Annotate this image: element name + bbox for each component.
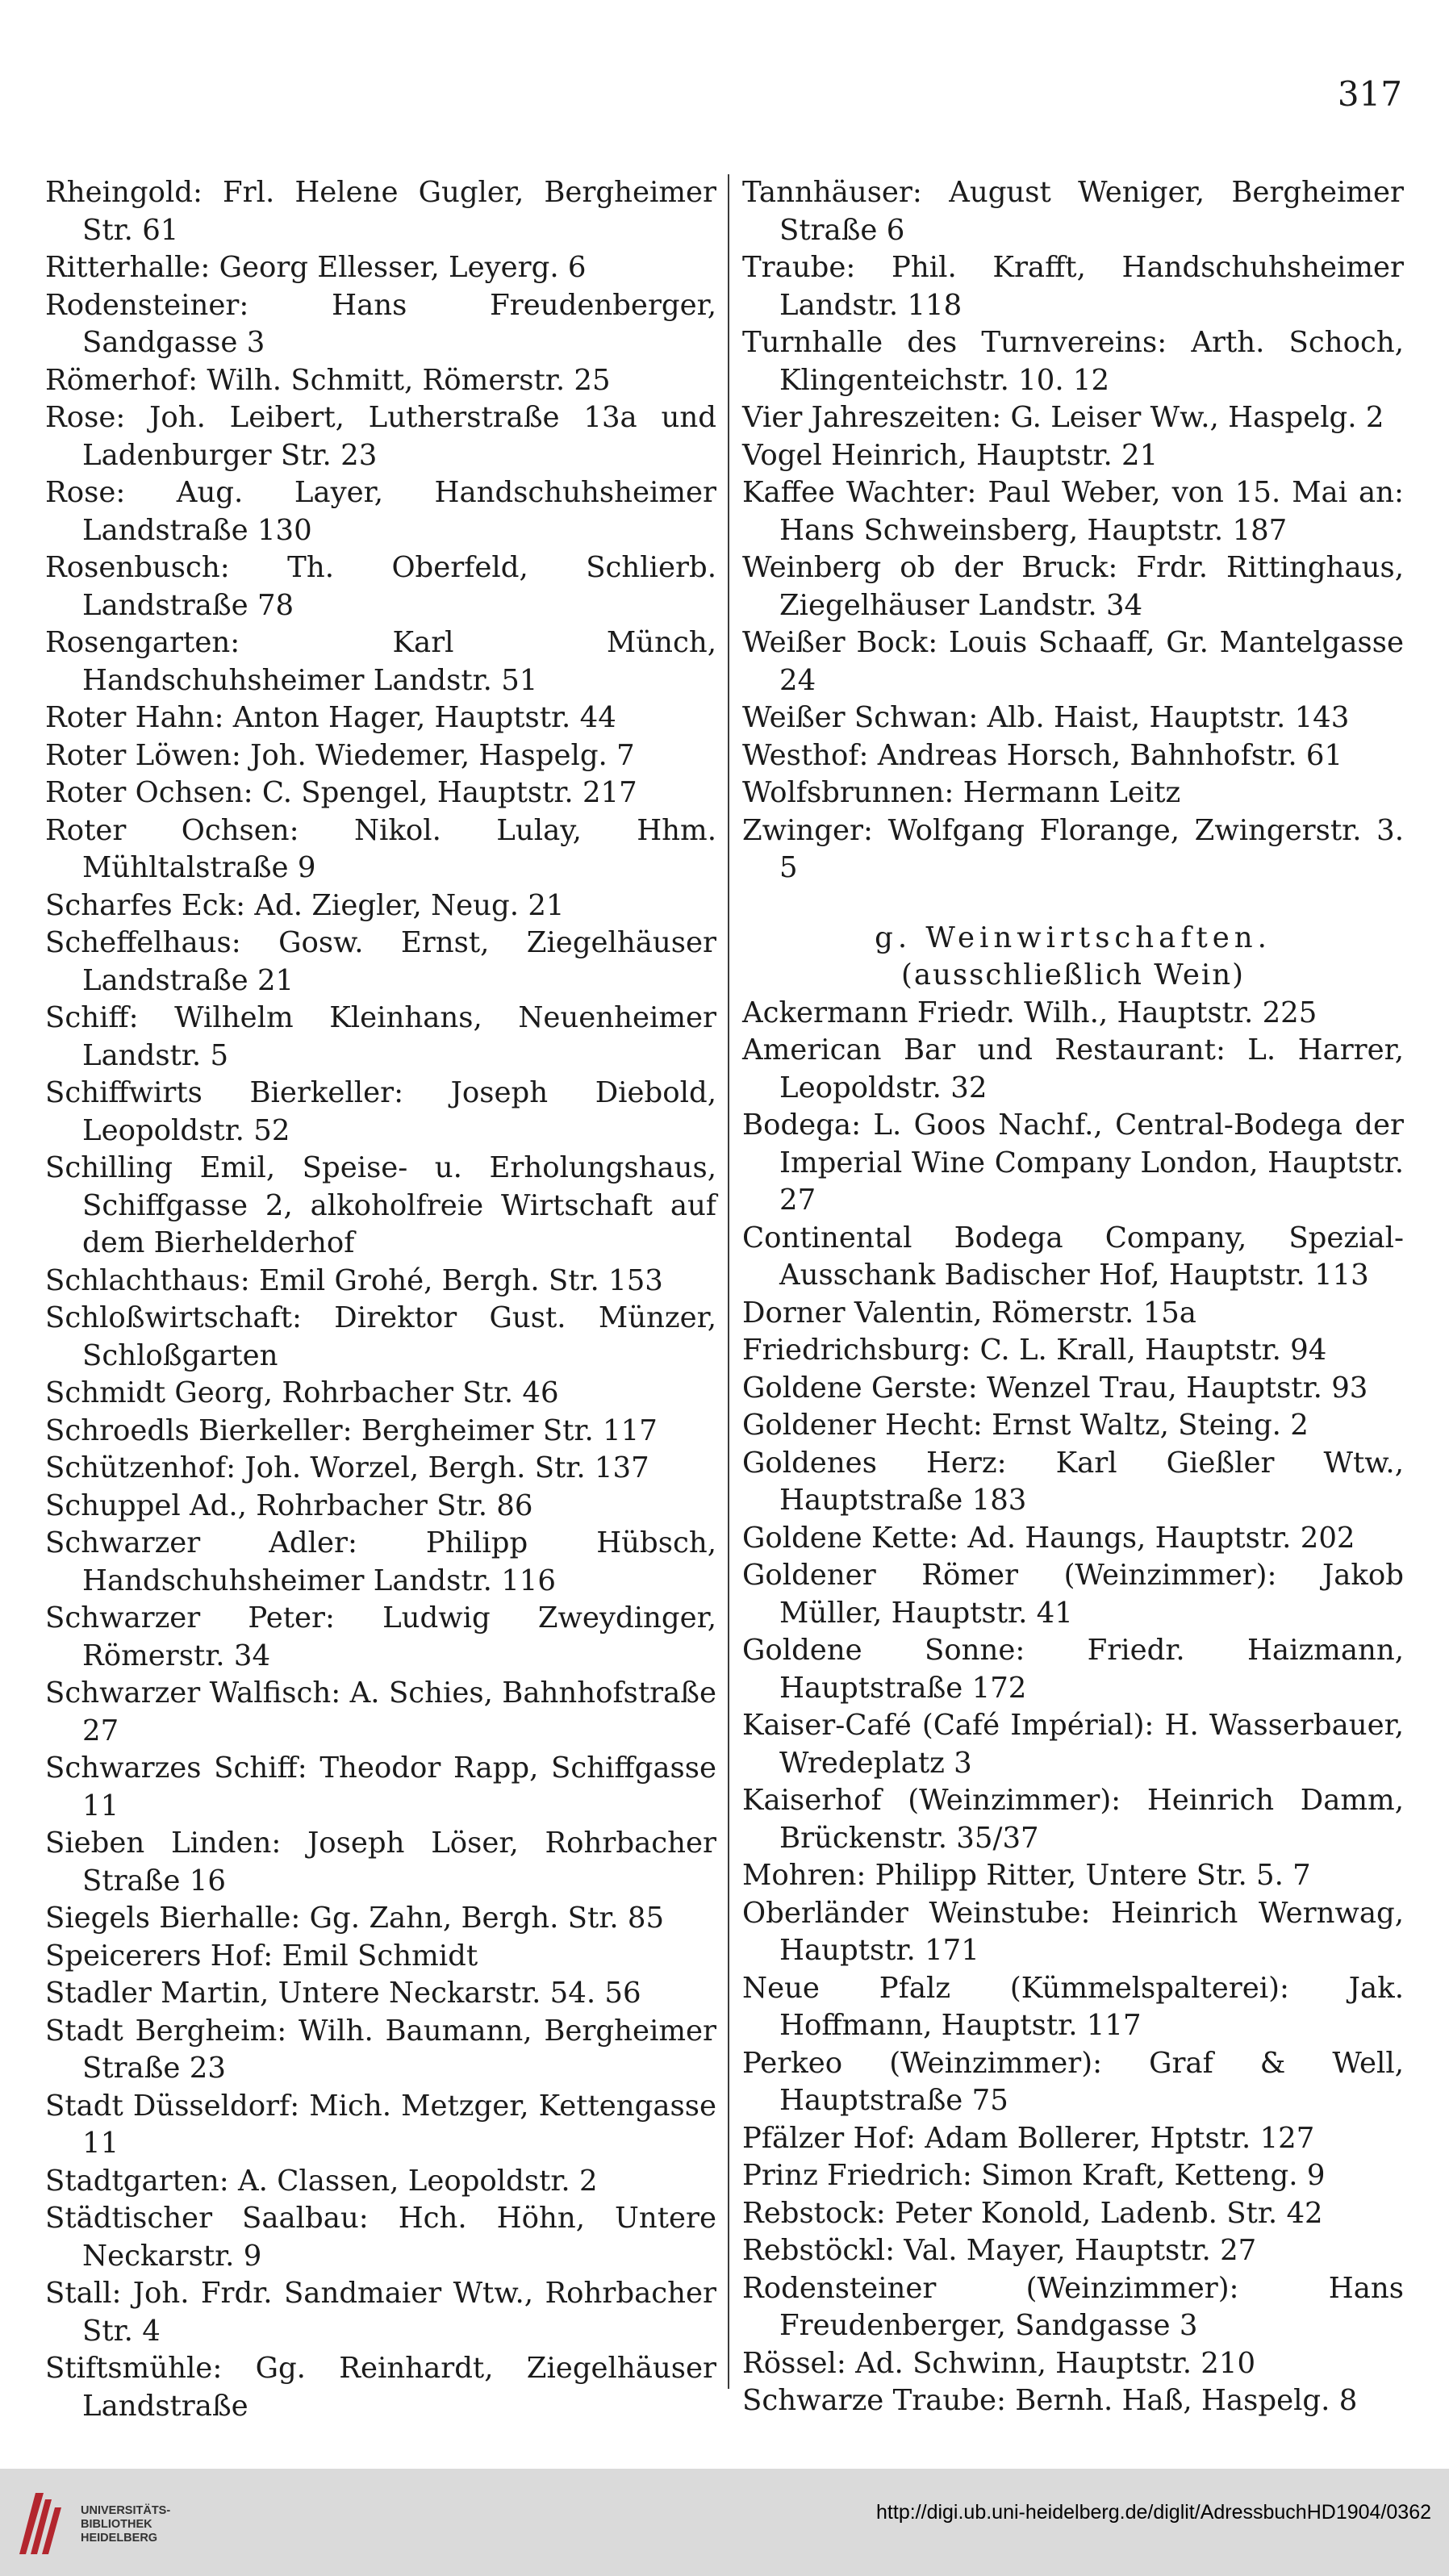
directory-entry: Rose: Aug. Layer, Handschuhsheimer Landstraße 130: [45, 476, 716, 547]
directory-entry: Turnhalle des Turnvereins: Arth. Schoch, Klingenteichstr. 10. 12: [742, 326, 1404, 397]
directory-entry: Städtischer Saalbau: Hch. Höhn, Untere Neckarstr. 9: [45, 2202, 716, 2273]
column-divider: [728, 174, 729, 2389]
directory-entry: Prinz Friedrich: Simon Kraft, Ketteng. 9: [742, 2159, 1326, 2192]
directory-entry: Rodensteiner (Weinzimmer): Hans Freudenberger, Sandgasse 3: [742, 2271, 1404, 2342]
directory-entry: Perkeo (Weinzimmer): Graf & Well, Hauptstraße 75: [742, 2046, 1404, 2117]
directory-entry: Friedrichsburg: C. L. Krall, Hauptstr. 94: [742, 1334, 1327, 1367]
directory-entry: Pfälzer Hof: Adam Bollerer, Hptstr. 127: [742, 2121, 1315, 2155]
directory-entry: Stiftsmühle: Gg. Reinhardt, Ziegelhäuser Landstraße: [45, 2352, 716, 2423]
directory-entry: Schilling Emil, Speise- u. Erholungshaus, Schiffgasse 2, alkoholfreie Wirtschaft auf dem Bierhelderhof: [45, 1151, 716, 1259]
directory-entry: Ritterhalle: Georg Ellesser, Leyerg. 6: [45, 251, 587, 284]
library-name-line2: BIBLIOTHEK: [81, 2518, 152, 2531]
directory-entry: Rebstöckl: Val. Mayer, Hauptstr. 27: [742, 2234, 1257, 2267]
directory-entry: Scheffelhaus: Gosw. Ernst, Ziegelhäuser Landstraße 21: [45, 926, 716, 997]
directory-entry: Kaiser-Café (Café Impérial): H. Wasserbauer, Wredeplatz 3: [742, 1709, 1404, 1780]
directory-entry: Rheingold: Frl. Helene Gugler, Bergheimer Str. 61: [45, 176, 716, 247]
directory-entry: Goldene Kette: Ad. Haungs, Hauptstr. 202: [742, 1521, 1355, 1555]
directory-entry: Rebstock: Peter Konold, Ladenb. Str. 42: [742, 2196, 1323, 2230]
directory-entry: Schwarzer Adler: Philipp Hübsch, Handschuhsheimer Landstr. 116: [45, 1526, 716, 1597]
right-column-entries-top: [742, 174, 1404, 887]
right-column: [742, 174, 1404, 2420]
directory-entry: Rössel: Ad. Schwinn, Hauptstr. 210: [742, 2346, 1256, 2380]
directory-entry: Schwarze Traube: Bernh. Haß, Haspelg. 8: [742, 2384, 1358, 2417]
section-heading: g. Weinwirtschaften.: [875, 921, 1272, 954]
directory-entry: Weißer Bock: Louis Schaaff, Gr. Mantelgasse 24: [742, 626, 1404, 697]
directory-entry: Roter Ochsen: Nikol. Lulay, Hhm. Mühltalstraße 9: [45, 813, 716, 884]
library-name: [81, 2504, 170, 2545]
directory-entry: Bodega: L. Goos Nachf., Central-Bodega der Imperial Wine Company London, Hauptstr. 27: [742, 1108, 1404, 1217]
directory-entry: Goldener Hecht: Ernst Waltz, Steing. 2: [742, 1409, 1309, 1442]
directory-entry: Stadt Düsseldorf: Mich. Metzger, Kettengasse 11: [45, 2089, 716, 2160]
directory-entry: Kaffee Wachter: Paul Weber, von 15. Mai an: Hans Schweinsberg, Hauptstr. 187: [742, 476, 1404, 547]
directory-entry: Stall: Joh. Frdr. Sandmaier Wtw., Rohrbacher Str. 4: [45, 2277, 716, 2348]
directory-entry: Traube: Phil. Krafft, Handschuhsheimer Landstr. 118: [742, 251, 1404, 322]
directory-entry: Roter Hahn: Anton Hager, Hauptstr. 44: [45, 701, 616, 734]
directory-entry: Speicerers Hof: Emil Schmidt: [45, 1939, 478, 1973]
left-column: [45, 174, 716, 2425]
directory-entry: Sieben Linden: Joseph Löser, Rohrbacher Straße 16: [45, 1827, 716, 1898]
directory-entry: Römerhof: Wilh. Schmitt, Römerstr. 25: [45, 363, 611, 397]
directory-entry: Siegels Bierhalle: Gg. Zahn, Bergh. Str. 85: [45, 1902, 665, 1935]
library-seal-icon: [15, 2486, 66, 2557]
directory-entry: Vier Jahreszeiten: G. Leiser Ww., Haspelg. 2: [742, 401, 1384, 434]
directory-entry: Goldener Römer (Weinzimmer): Jakob Müller, Hauptstr. 41: [742, 1559, 1404, 1630]
library-name-line3: HEIDELBERG: [81, 2532, 158, 2545]
directory-entry: Schuppel Ad., Rohrbacher Str. 86: [45, 1488, 533, 1522]
directory-entry: Schiffwirts Bierkeller: Joseph Diebold, Leopoldstr. 52: [45, 1076, 716, 1147]
directory-entry: Schlachthaus: Emil Grohé, Bergh. Str. 153: [45, 1263, 663, 1297]
directory-entry: Schroedls Bierkeller: Bergheimer Str. 117: [45, 1413, 658, 1447]
directory-entry: Kaiserhof (Weinzimmer): Heinrich Damm, Brückenstr. 35/37: [742, 1784, 1404, 1855]
directory-entry: Dorner Valentin, Römerstr. 15a: [742, 1296, 1196, 1330]
directory-entry: Schwarzer Walfisch: A. Schies, Bahnhofstraße 27: [45, 1676, 716, 1747]
directory-entry: Schloßwirtschaft: Direktor Gust. Münzer, Schloßgarten: [45, 1301, 716, 1372]
directory-entry: Oberländer Weinstube: Heinrich Wernwag, Hauptstr. 171: [742, 1896, 1404, 1967]
directory-entry: Goldene Sonne: Friedr. Haizmann, Hauptstraße 172: [742, 1634, 1404, 1705]
directory-entry: Schwarzes Schiff: Theodor Rapp, Schiffgasse 11: [45, 1751, 716, 1822]
source-url[interactable]: http://digi.ub.uni-heidelberg.de/diglit/AdressbuchHD1904/0362: [876, 2501, 1431, 2524]
directory-entry: Rose: Joh. Leibert, Lutherstraße 13a und Ladenburger Str. 23: [45, 401, 716, 472]
directory-entry: Weinberg ob der Bruck: Frdr. Rittinghaus, Ziegelhäuser Landstr. 34: [742, 551, 1404, 622]
directory-entry: Rosenbusch: Th. Oberfeld, Schlierb. Landstraße 78: [45, 551, 716, 622]
right-column-entries-bottom: [742, 995, 1404, 2420]
directory-entry: Neue Pfalz (Kümmelspalterei): Jak. Hoffmann, Hauptstr. 117: [742, 1971, 1404, 2042]
directory-entry: Rosengarten: Karl Münch, Handschuhsheimer Landstr. 51: [45, 626, 716, 697]
directory-entry: Schwarzer Peter: Ludwig Zweydinger, Römerstr. 34: [45, 1601, 716, 1672]
directory-entry: Stadt Bergheim: Wilh. Baumann, Bergheimer Straße 23: [45, 2014, 716, 2085]
directory-entry: Roter Ochsen: C. Spengel, Hauptstr. 217: [45, 776, 637, 809]
directory-entry: Wolfsbrunnen: Hermann Leitz: [742, 776, 1181, 809]
directory-entry: American Bar und Restaurant: L. Harrer, Leopoldstr. 32: [742, 1033, 1404, 1104]
directory-entry: Goldenes Herz: Karl Gießler Wtw., Hauptstraße 183: [742, 1446, 1404, 1517]
directory-entry: Stadtgarten: A. Classen, Leopoldstr. 2: [45, 2164, 598, 2198]
directory-entry: Mohren: Philipp Ritter, Untere Str. 5. 7: [742, 1859, 1311, 1892]
directory-entry: Continental Bodega Company, Spezial-Ausschank Badischer Hof, Hauptstr. 113: [742, 1221, 1404, 1292]
section-subheading: (ausschließlich Wein): [901, 958, 1245, 992]
library-logo[interactable]: [15, 2486, 184, 2561]
directory-entry: Scharfes Eck: Ad. Ziegler, Neug. 21: [45, 888, 565, 922]
directory-entry: Rodensteiner: Hans Freudenberger, Sandgasse 3: [45, 288, 716, 359]
directory-entry: Schützenhof: Joh. Worzel, Bergh. Str. 137: [45, 1451, 649, 1484]
directory-entry: Schiff: Wilhelm Kleinhans, Neuenheimer Landstr. 5: [45, 1001, 716, 1072]
page-number: 317: [1337, 74, 1402, 114]
directory-entry: Stadler Martin, Untere Neckarstr. 54. 56: [45, 1977, 641, 2010]
directory-entry: Schmidt Georg, Rohrbacher Str. 46: [45, 1376, 559, 1409]
footer-bar: [0, 2469, 1449, 2576]
directory-entry: Ackermann Friedr. Wilh., Hauptstr. 225: [742, 996, 1317, 1029]
directory-entry: Zwinger: Wolfgang Florange, Zwingerstr. 3. 5: [742, 813, 1404, 884]
directory-entry: Weißer Schwan: Alb. Haist, Hauptstr. 143: [742, 701, 1350, 734]
directory-entry: Goldene Gerste: Wenzel Trau, Hauptstr. 93: [742, 1371, 1368, 1405]
directory-entry: Vogel Heinrich, Hauptstr. 21: [742, 438, 1159, 472]
directory-entry: Tannhäuser: August Weniger, Bergheimer Straße 6: [742, 176, 1404, 247]
library-name-line1: UNIVERSITÄTS-: [81, 2504, 171, 2517]
directory-entry: Roter Löwen: Joh. Wiedemer, Haspelg. 7: [45, 738, 635, 772]
directory-entry: Westhof: Andreas Horsch, Bahnhofstr. 61: [742, 738, 1343, 772]
